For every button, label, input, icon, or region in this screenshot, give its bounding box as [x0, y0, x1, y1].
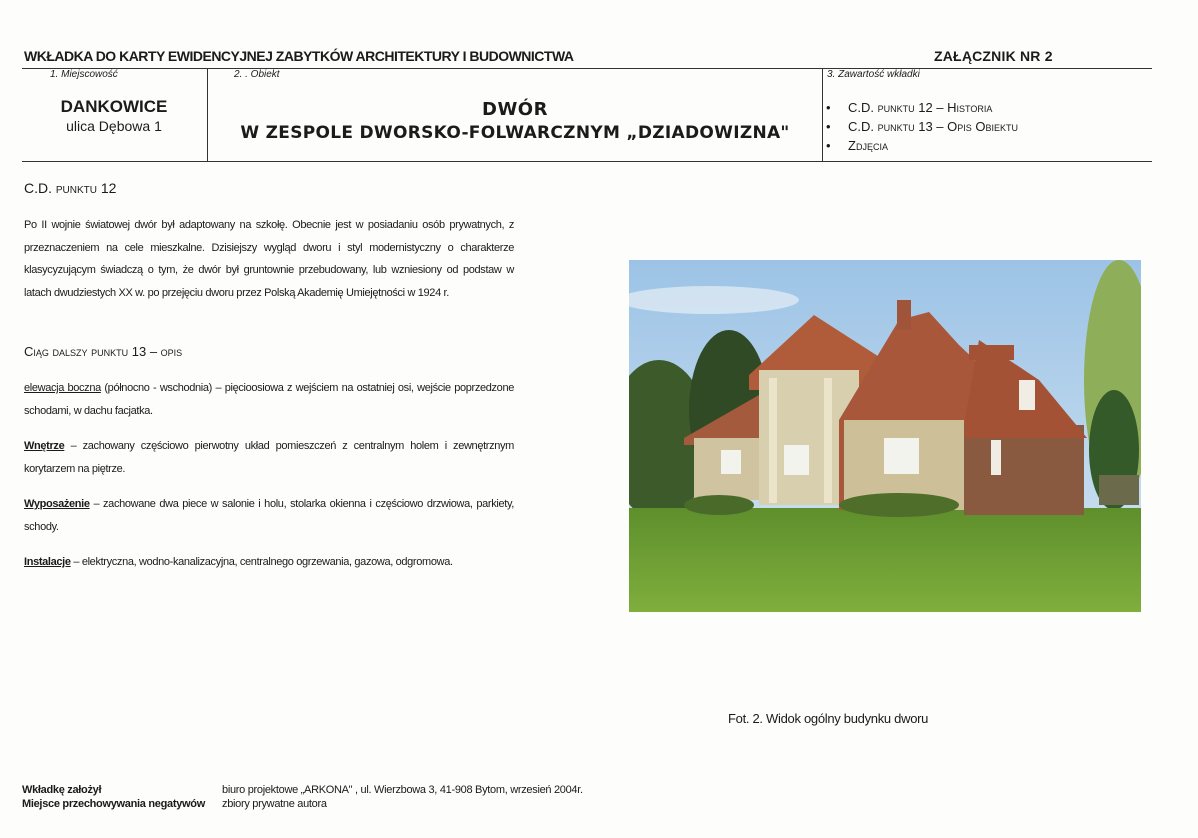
table-bottom-rule: [22, 161, 1152, 162]
contents-item: [826, 119, 1018, 134]
author-label: Wkładkę założył: [22, 784, 102, 796]
column-divider: [822, 68, 823, 161]
storage-label: Miejsce przechowywania negatywów: [22, 798, 205, 810]
column-divider: [207, 68, 208, 161]
item-key: Wnętrze: [24, 440, 65, 452]
object-label: 2. . Obiekt: [234, 69, 280, 80]
contents-item-label: C.D. punktu 13 – Opis Obiektu: [848, 119, 1018, 134]
photo-caption: Fot. 2. Widok ogólny budynku dworu: [728, 711, 929, 726]
description-interior: [24, 435, 514, 480]
place-street: ulica Dębowa 1: [66, 118, 162, 134]
contents-item-label: C.D. punktu 12 – Historia: [848, 100, 993, 115]
contents-item-label: Zdjęcia: [848, 138, 888, 153]
bullet-icon: •: [826, 100, 831, 115]
place-label: 1. Miejscowość: [50, 69, 118, 80]
item-key: Instalacje: [24, 556, 71, 568]
section-12-text: Po II wojnie światowej dwór był adaptowany na szkołę. Obecnie jest w posiadaniu osób prywatnych, z przeznaczeniem na cele mieszkalne. Dzisiejszy wygląd dworu i styl modernistyczny o charakterze klasycyzującym świadczą o tym, że dwór był gruntownie przebudowany, lub wzniesiony od podstaw w latach dwudziestych XX w. po przejęciu dworu przez Polską Akademię Umiejętności w 1924 r.: [24, 219, 514, 299]
place-name: DANKOWICE: [60, 97, 168, 116]
bullet-icon: •: [826, 119, 831, 134]
manor-house-photo: [629, 260, 1141, 612]
item-text: (północno - wschodnia) – pięcioosiowa z wejściem na ostatniej osi, wejście poprzedzone schodami, w dachu facjatka.: [24, 382, 514, 417]
item-key: Wyposażenie: [24, 498, 90, 510]
object-name: DWÓR: [482, 99, 548, 120]
section-13-heading: Ciąg dalszy punktu 13 – opis: [24, 344, 183, 359]
author-value: biuro projektowe „ARKONA" , ul. Wierzbowa 3, 41-908 Bytom, wrzesień 2004r.: [222, 784, 583, 796]
contents-label: 3. Zawartość wkładki: [827, 69, 920, 80]
document-title: WKŁADKA DO KARTY EWIDENCYJNEJ ZABYTKÓW ARCHITEKTURY I BUDOWNICTWA: [24, 48, 574, 64]
contents-item: [826, 138, 888, 153]
bullet-icon: •: [826, 138, 831, 153]
description-elevation: [24, 377, 514, 422]
object-complex: W ZESPOLE DWORSKO-FOLWARCZNYM „DZIADOWIZNA": [240, 123, 790, 143]
description-installations: [24, 551, 514, 574]
section-12-heading: C.D. punktu 12: [24, 180, 117, 196]
table-top-rule: [22, 68, 1152, 69]
annex-number: ZAŁĄCZNIK NR 2: [934, 48, 1053, 64]
storage-value: zbiory prywatne autora: [222, 798, 327, 810]
item-text: – elektryczna, wodno-kanalizacyjna, centralnego ogrzewania, gazowa, odgromowa.: [70, 556, 453, 568]
item-text: – zachowany częściowo pierwotny układ pomieszczeń z centralnym holem i zewnętrznym korytarzem na piętrze.: [24, 440, 514, 475]
description-furnishing: [24, 493, 514, 538]
item-text: – zachowane dwa piece w salonie i holu, stolarka okienna i częściowo drzwiowa, parkiety, schody.: [24, 498, 514, 533]
item-key: elewacja boczna: [24, 382, 101, 394]
contents-item: [826, 100, 992, 115]
